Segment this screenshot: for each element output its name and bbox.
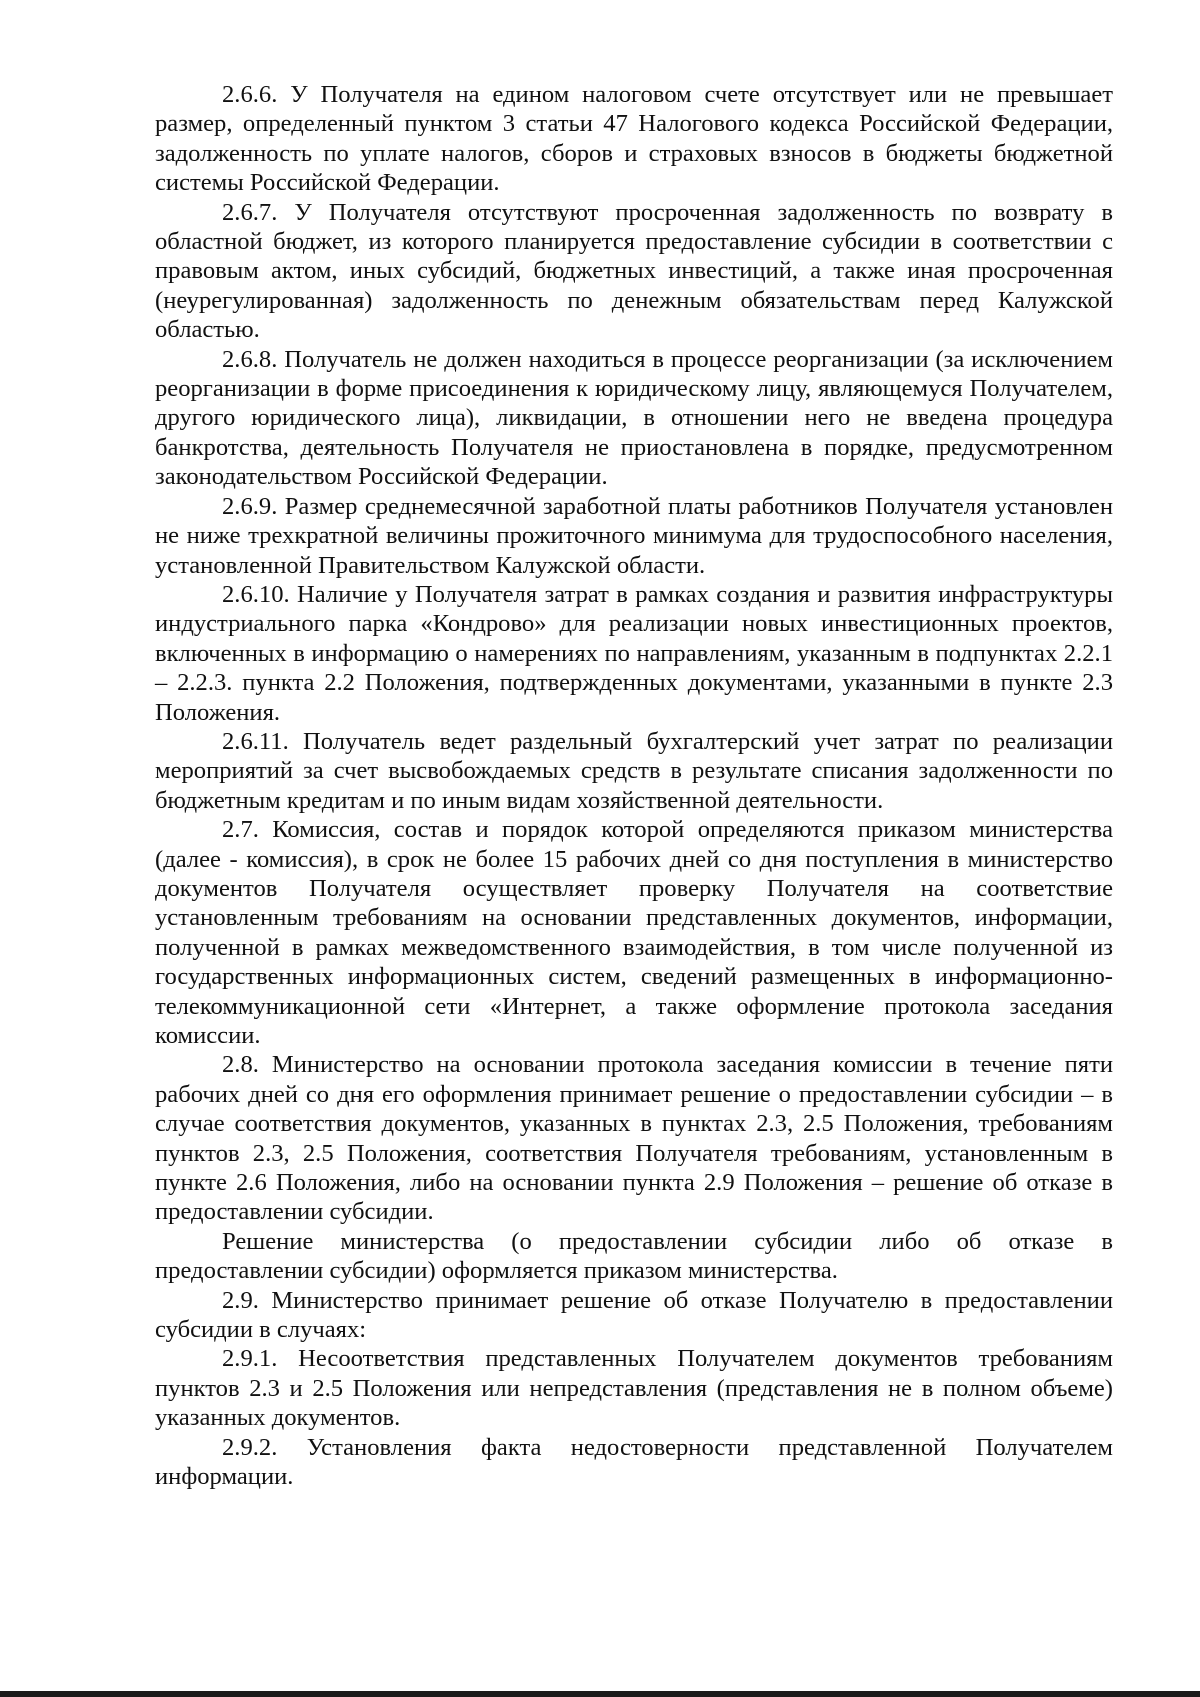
- paragraph-2-7: 2.7. Комиссия, состав и порядок которой определяются приказом министерства (далее - комиссия), в срок не более 15 рабочих дней со дня поступления в министерство документов Получателя осуществляет проверку Получателя на соответствие установленным требованиям на основании представленных документов, информации, полученной в рамках межведомственного взаимодействия, в том числе полученной из государственных информационных систем, сведений размещенных в информационно-телекоммуникационной сети «Интернет, а также оформление протокола заседания комиссии.: [155, 816, 1113, 1049]
- paragraph-2-6-8: 2.6.8. Получатель не должен находиться в процессе реорганизации (за исключением реорганизации в форме присоединения к юридическому лицу, являющемуся Получателем, другого юридического лица), ликвидации, в отношении него не введена процедура банкротства, деятельность Получателя не приостановлена в порядке, предусмотренном законодательством Российской Федерации.: [155, 345, 1113, 491]
- paragraph-2-9: 2.9. Министерство принимает решение об отказе Получателю в предоставлении субсидии в случаях:: [155, 1286, 1113, 1344]
- paragraph-2-6-11: 2.6.11. Получатель ведет раздельный бухгалтерский учет затрат по реализации мероприятий за счет высвобождаемых средств в результате списания задолженности по бюджетным кредитам и по иным видам хозяйственной деятельности.: [155, 727, 1113, 814]
- paragraph-2-9-2: 2.9.2. Установления факта недостоверности представленной Получателем информации.: [155, 1433, 1113, 1491]
- paragraph-2-6-6: 2.6.6. У Получателя на едином налоговом счете отсутствует или не превышает размер, определенный пунктом 3 статьи 47 Налогового кодекса Российской Федерации, задолженность по уплате налогов, сборов и страховых взносов в бюджеты бюджетной системы Российской Федерации.: [155, 81, 1113, 197]
- paragraph-2-6-10: 2.6.10. Наличие у Получателя затрат в рамках создания и развития инфраструктуры индустриального парка «Кондрово» для реализации новых инвестиционных проектов, включенных в информацию о намерениях по направлениям, указанным в подпунктах 2.2.1 – 2.2.3. пункта 2.2 Положения, подтвержденных документами, указанными в пункте 2.3 Положения.: [155, 580, 1113, 726]
- paragraph-decision: Решение министерства (о предоставлении субсидии либо об отказе в предоставлении субсидии) оформляется приказом министерства.: [155, 1227, 1113, 1285]
- paragraph-2-6-7: 2.6.7. У Получателя отсутствуют просроченная задолженность по возврату в областной бюджет, из которого планируется предоставление субсидии в соответствии с правовым актом, иных субсидий, бюджетных инвестиций, а также иная просроченная (неурегулированная) задолженность по денежным обязательствам перед Калужской областью.: [155, 198, 1113, 344]
- scan-bottom-edge: [0, 1691, 1200, 1697]
- paragraph-2-6-9: 2.6.9. Размер среднемесячной заработной платы работников Получателя установлен не ниже трехкратной величины прожиточного минимума для трудоспособного населения, установленной Правительством Калужской области.: [155, 492, 1113, 579]
- document-body: [155, 80, 1113, 1492]
- paragraph-2-8: 2.8. Министерство на основании протокола заседания комиссии в течение пяти рабочих дней со дня его оформления принимает решение о предоставлении субсидии – в случае соответствия документов, указанных в пунктах 2.3, 2.5 Положения, требованиям пунктов 2.3, 2.5 Положения, соответствия Получателя требованиям, установленным в пункте 2.6 Положения, либо на основании пункта 2.9 Положения – решение об отказе в предоставлении субсидии.: [155, 1051, 1113, 1226]
- paragraph-2-9-1: 2.9.1. Несоответствия представленных Получателем документов требованиям пунктов 2.3 и 2.5 Положения или непредставления (представления не в полном объеме) указанных документов.: [155, 1345, 1113, 1432]
